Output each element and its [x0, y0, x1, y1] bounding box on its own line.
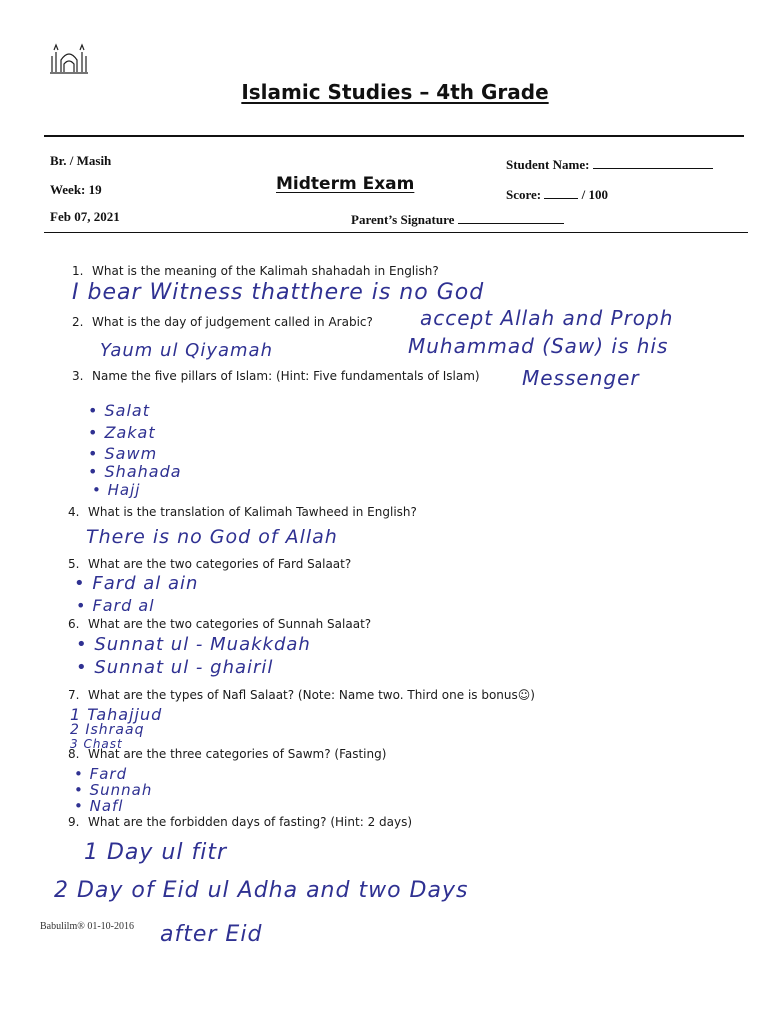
exam-date: Feb 07, 2021 [50, 209, 120, 224]
question-7: 7. What are the types of Nafl Salaat? (Note: Name two. Third one is bonus☺) [68, 688, 535, 702]
answer-6-item: • Sunnat ul - ghairil [76, 657, 274, 678]
answer-3-item: • Shahada [88, 462, 182, 481]
answer-3-item: • Salat [88, 401, 151, 420]
answer-7-item: 3 Chast [70, 737, 123, 751]
answer-1-line-2: accept Allah and Proph [420, 306, 674, 330]
question-1: 1. What is the meaning of the Kalimah shahadah in English? [72, 264, 439, 278]
answer-6-item: • Sunnat ul - Muakkdah [76, 634, 311, 655]
question-2: 2. What is the day of judgement called in Arabic? [72, 315, 373, 329]
score-total: / 100 [581, 187, 609, 202]
score-line [544, 198, 578, 199]
answer-1-line-1: I bear Witness thatthere is no God [72, 280, 485, 305]
score-field [506, 187, 608, 203]
answer-8-item: • Fard [74, 765, 128, 783]
header-top-rule [44, 135, 744, 137]
parent-signature-label: Parent’s Signature [351, 212, 455, 227]
score-label: Score: [506, 187, 542, 202]
question-5: 5. What are the two categories of Fard Salaat? [68, 557, 352, 571]
question-4: 4. What is the translation of Kalimah Tawheed in English? [68, 505, 417, 519]
answer-2: Yaum ul Qiyamah [100, 340, 273, 361]
answer-9-line-3: after Eid [160, 922, 263, 947]
week-label: Week: 19 [50, 182, 102, 197]
exam-title: Midterm Exam [276, 174, 415, 194]
question-3: 3. Name the five pillars of Islam: (Hint: Five fundamentals of Islam) [72, 369, 480, 383]
answer-5-item: • Fard al ain [74, 573, 199, 594]
answer-1-line-4: Messenger [522, 366, 640, 390]
mosque-logo-icon [48, 42, 90, 76]
answer-9-line-2: 2 Day of Eid ul Adha and two Days [54, 878, 469, 903]
parent-signature-field [351, 212, 564, 228]
student-name-line [593, 168, 713, 169]
answer-8-item: • Sunnah [74, 781, 153, 799]
answer-1-line-3: Muhammad (Saw) is his [408, 334, 669, 358]
question-6: 6. What are the two categories of Sunnah Salaat? [68, 617, 372, 631]
answer-4: There is no God of Allah [86, 526, 338, 548]
parent-signature-line [458, 223, 564, 224]
answer-5-item: • Fard al [76, 596, 155, 615]
answer-3-item: • Sawm [88, 444, 158, 463]
page-title: Islamic Studies – 4th Grade [241, 80, 549, 104]
question-8: 8. What are the three categories of Sawm? (Fasting) [68, 747, 387, 761]
student-name-label: Student Name: [506, 157, 590, 172]
header-bottom-rule [44, 232, 748, 233]
answer-3-item: • Hajj [92, 481, 141, 499]
question-9: 9. What are the forbidden days of fasting? (Hint: 2 days) [68, 815, 413, 829]
student-name-field [506, 157, 713, 173]
answer-8-item: • Nafl [74, 797, 124, 815]
answer-7-item: 1 Tahajjud [70, 705, 163, 724]
footer-copyright: Babulilm® 01-10-2016 [40, 921, 134, 932]
answer-3-item: • Zakat [88, 423, 156, 442]
answer-9-line-1: 1 Day ul fitr [84, 840, 228, 865]
teacher-name: Br. / Masih [50, 153, 112, 168]
answer-7-item: 2 Ishraaq [70, 722, 145, 738]
